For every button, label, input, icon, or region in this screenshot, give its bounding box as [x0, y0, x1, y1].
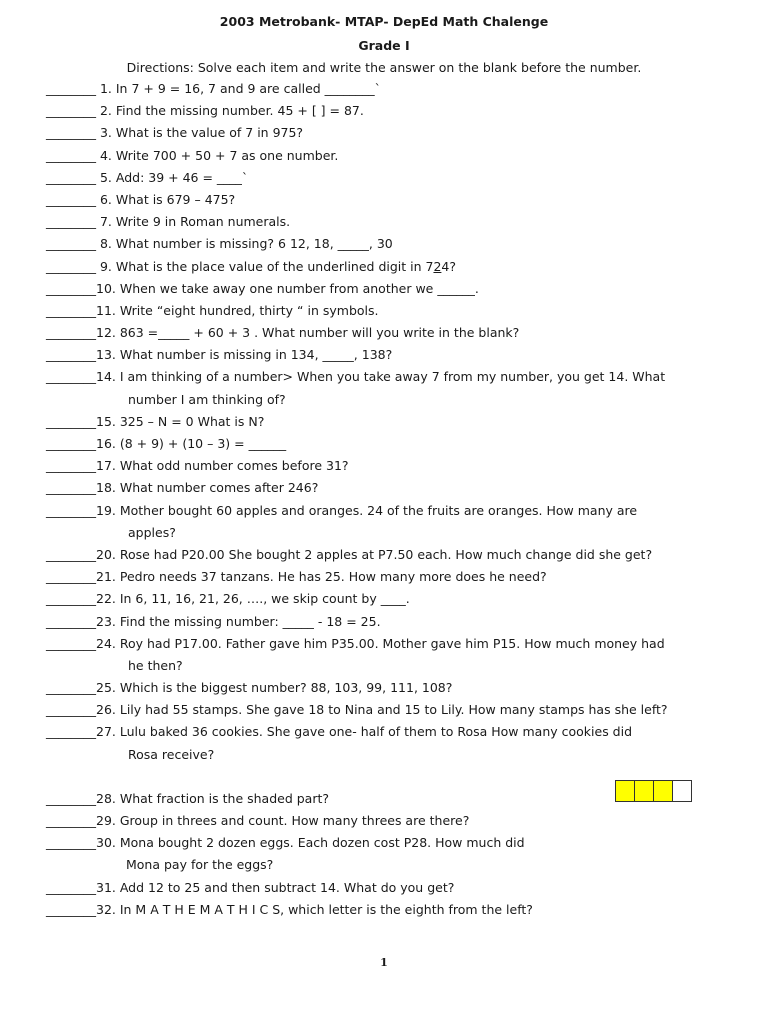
question-31: ________31. Add 12 to 25 and then subtract 14. What do you get?: [46, 879, 455, 895]
question-6: ________ 6. What is 679 – 475?: [46, 191, 236, 207]
grade-label: Grade I: [358, 38, 410, 53]
directions-text: Directions: Solve each item and write the answer on the blank before the number.: [126, 60, 642, 75]
question-32: ________32. In M A T H E M A T H I C S, which letter is the eighth from the left?: [46, 901, 533, 917]
question-25: ________25. Which is the biggest number? 88, 103, 99, 111, 108?: [46, 680, 453, 696]
question-14: ________14. I am thinking of a number> When you take away 7 from my number, you get 14. What: [46, 369, 666, 385]
question-19: ________19. Mother bought 60 apples and oranges. 24 of the fruits are oranges. How many are: [46, 502, 638, 518]
question-13: ________13. What number is missing in 134, _____, 138?: [46, 347, 393, 363]
question-30: ________30. Mona bought 2 dozen eggs. Each dozen cost P28. How much did: [46, 835, 525, 851]
fraction-figure-row: [616, 781, 692, 802]
question-7: ________ 7. Write 9 in Roman numerals.: [46, 214, 291, 230]
question-9-tail: 4?: [441, 258, 456, 274]
question-20: ________20. Rose had P20.00 She bought 2 apples at P7.50 each. How much change did she get?: [46, 546, 653, 562]
question-14-continued: number I am thinking of?: [128, 391, 286, 407]
shaded-cell: [616, 781, 635, 802]
question-15: ________15. 325 – N = 0 What is N?: [46, 413, 265, 429]
shaded-cell: [635, 781, 654, 802]
question-1: ________ 1. In 7 + 9 = 16, 7 and 9 are called ________`: [46, 81, 381, 96]
question-9: [46, 258, 736, 280]
question-24-continued: he then?: [128, 657, 183, 673]
fraction-figure: [615, 780, 692, 802]
question-21: ________21. Pedro needs 37 tanzans. He has 25. How many more does he need?: [46, 569, 547, 585]
question-30-continued: Mona pay for the eggs?: [126, 857, 274, 873]
question-23: ________23. Find the missing number: _____ - 18 = 25.: [46, 613, 381, 629]
question-29: ________29. Group in threes and count. How many threes are there?: [46, 813, 470, 828]
question-24: ________24. Roy had P17.00. Father gave him P35.00. Mother gave him P15. How much money had: [46, 635, 665, 651]
question-5: ________ 5. Add: 39 + 46 = ____`: [46, 169, 249, 185]
shaded-cell: [654, 781, 673, 802]
question-12: ________12. 863 =_____ + 60 + 3 . What number will you write in the blank?: [46, 325, 520, 341]
question-11: ________11. Write “eight hundred, thirty “ in symbols.: [46, 302, 379, 318]
question-18: ________18. What number comes after 246?: [46, 480, 319, 496]
page-number: 1: [380, 956, 388, 969]
question-22: ________22. In 6, 11, 16, 21, 26, …., we skip count by ____.: [46, 591, 410, 607]
unshaded-cell: [673, 781, 692, 802]
question-8: ________ 8. What number is missing? 6 12, 18, _____, 30: [46, 236, 393, 252]
question-2: ________ 2. Find the missing number. 45 + [ ] = 87.: [46, 103, 364, 119]
worksheet-title: 2003 Metrobank- MTAP- DepEd Math Chalenge: [219, 14, 549, 29]
question-16: ________16. (8 + 9) + (10 – 3) = ______: [46, 436, 287, 451]
question-27-continued: Rosa receive?: [128, 746, 215, 762]
question-26: ________26. Lily had 55 stamps. She gave 18 to Nina and 15 to Lily. How many stamps has she left?: [46, 702, 668, 718]
question-10: ________10. When we take away one number from another we ______.: [46, 280, 479, 296]
underlined-digit: 2: [433, 258, 442, 274]
question-19-continued: apples?: [128, 524, 176, 540]
question-27: ________27. Lulu baked 36 cookies. She gave one- half of them to Rosa How many cookies did: [46, 724, 633, 740]
question-9-text: ________ 9. What is the place value of the underlined digit in 7: [46, 258, 434, 274]
question-3: ________ 3. What is the value of 7 in 975?: [46, 125, 304, 141]
question-17: ________17. What odd number comes before 31?: [46, 458, 349, 474]
question-28: ________28. What fraction is the shaded part?: [46, 790, 330, 806]
question-4: ________ 4. Write 700 + 50 + 7 as one number.: [46, 147, 339, 163]
